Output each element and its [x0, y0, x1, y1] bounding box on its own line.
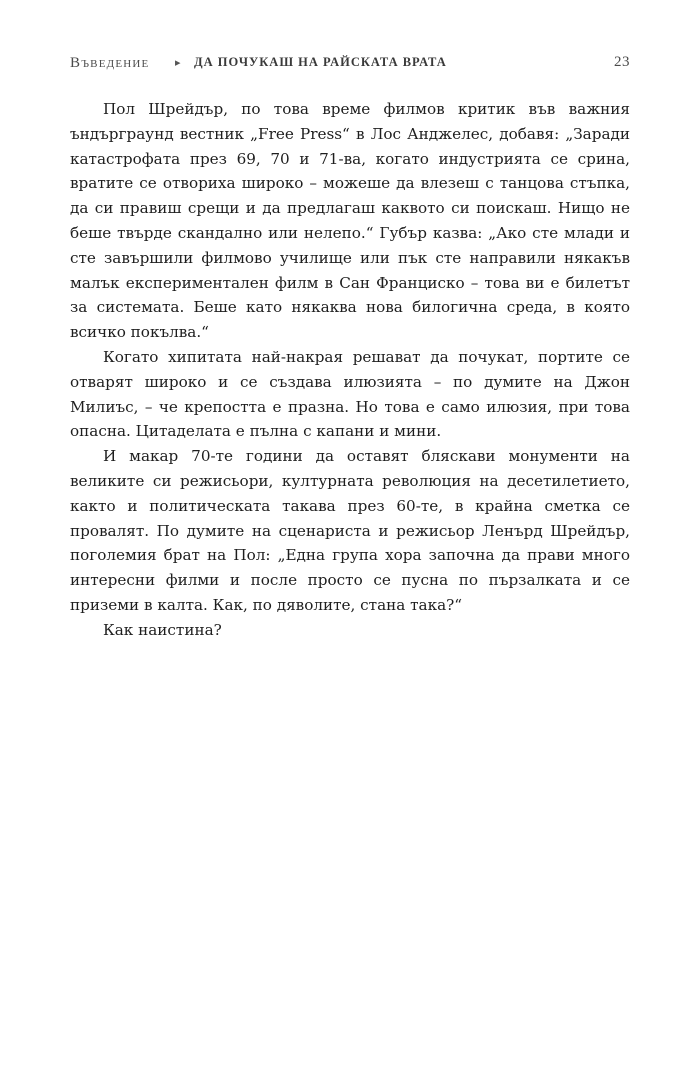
- paragraph: Пол Шрейдър, по това време филмов критик във важния ъндърграунд вестник „Free Press“ в Лос Анджелес, добавя: „Заради катастрофата през 69, 70 и 71-ва, когато индустрията се срина, вратите се отвориха широко – можеше да влезеш с танцова стъпка, да си правиш срещи и да предлагаш каквото си поискаш. Нищо не беше твърде скандално или нелепо.“ Губър казва: „Ако сте млади и сте завършили филмово училище или пък сте направили някакъв малък експериментален филм в Сан Франциско – това ви е билетът за системата. Беше като някаква нова билогична среда, в която всичко покълва.“: [70, 100, 630, 342]
- body-text: [70, 97, 630, 643]
- running-header: [70, 52, 630, 78]
- chapter-title: ДА ПОЧУКАШ НА РАЙСКАТА ВРАТА: [194, 55, 447, 69]
- paragraph: Когато хипитата най-накрая решават да почукат, портите се отварят широко и се създава илюзията – по думите на Джон Милиъс, – че крепостта е празна. Но това е само илюзия, при това опасна. Цитаделата е пълна с капани и мини.: [70, 347, 630, 441]
- section-title: Въведение: [70, 55, 150, 71]
- paragraph: И макар 70-те години да оставят бляскави монументи на великите си режисьори, културната революция на десетилетието, както и политическата такава през 60-те, в крайна сметка се провалят. По думите на сценариста и режисьор Ленърд Шрейдър, поголемия брат на Пол: „Една група хора започна да прави много интересни филми и после просто се пусна по пързалката и се приземи в калта. Как, по дяволите, стана така?“: [70, 447, 630, 614]
- paragraph: Как наистина?: [103, 620, 222, 639]
- page-number: 23: [614, 54, 630, 70]
- arrow-icon: ▸: [175, 57, 182, 69]
